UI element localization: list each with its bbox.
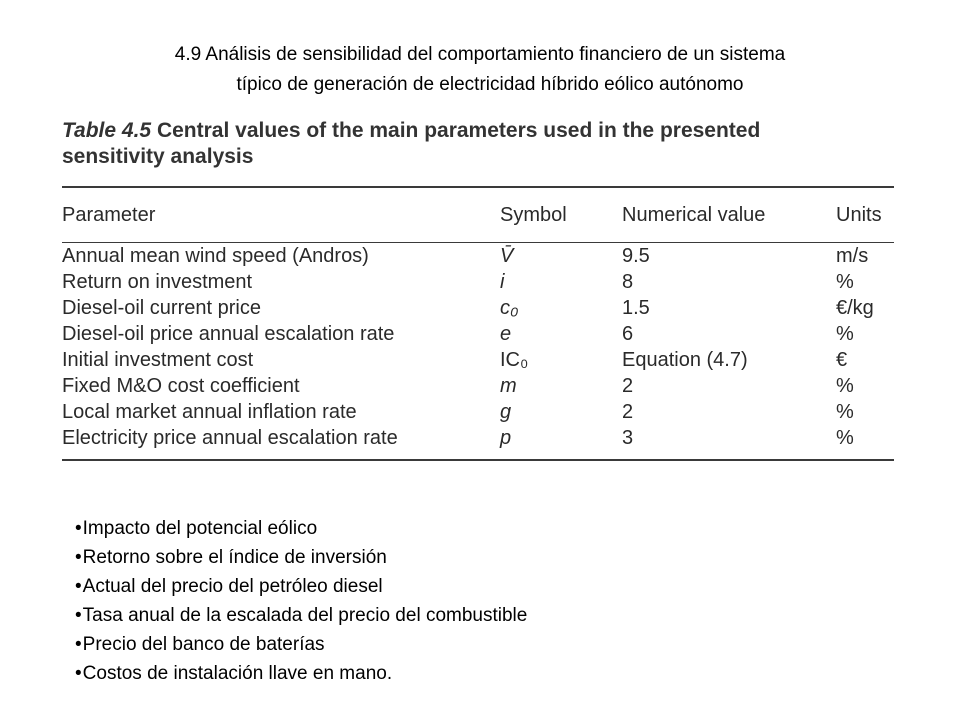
cell-units: €/kg: [836, 297, 874, 319]
bullet-item: • Impacto del potencial eólico: [75, 514, 527, 543]
parameters-table: [62, 188, 894, 451]
table-row: [62, 399, 894, 425]
table-row: [62, 243, 894, 269]
cell-symbol: IC₀: [500, 349, 529, 371]
bullet-item: • Retorno sobre el índice de inversión: [75, 543, 527, 572]
cell-parameter: Local market annual inflation rate: [62, 401, 357, 423]
cell-value: 2: [622, 375, 634, 397]
bullet-item: • Costos de instalación llave en mano.: [75, 659, 527, 688]
cell-parameter: Annual mean wind speed (Andros): [62, 245, 369, 267]
cell-units: %: [836, 427, 854, 449]
bullet-item: • Tasa anual de la escalada del precio del combustible: [75, 601, 527, 630]
cell-parameter: Diesel-oil current price: [62, 297, 261, 319]
table-caption-text-line-1: Central values of the main parameters used in the presented: [156, 119, 761, 142]
cell-parameter: Electricity price annual escalation rate: [62, 427, 398, 449]
cell-symbol: i: [500, 271, 505, 293]
cell-symbol: g: [500, 401, 512, 423]
cell-units: %: [836, 375, 854, 397]
header-units: Units: [836, 203, 882, 226]
table-row: [62, 373, 894, 399]
cell-value: 6: [622, 323, 634, 345]
cell-value: 1.5: [622, 297, 650, 319]
cell-value: 9.5: [622, 245, 650, 267]
cell-parameter: Fixed M&O cost coefficient: [62, 375, 300, 397]
cell-units: %: [836, 271, 854, 293]
cell-parameter: Initial investment cost: [62, 349, 254, 371]
header-symbol: Symbol: [500, 203, 567, 226]
cell-symbol: V̄: [500, 245, 514, 267]
cell-units: €: [836, 349, 848, 371]
cell-units: m/s: [836, 245, 869, 267]
header-parameter: Parameter: [62, 203, 156, 226]
slide-title: [0, 40, 960, 100]
table-caption: [62, 118, 894, 174]
table-row: [62, 425, 894, 451]
table-row: [62, 295, 894, 321]
header-numerical-value: Numerical value: [622, 203, 766, 226]
table-caption-text-line-2: sensitivity analysis: [62, 145, 254, 168]
table-bottom-rule: [62, 459, 894, 461]
table-caption-label: Table 4.5: [62, 119, 152, 142]
table-row: [62, 269, 894, 295]
cell-parameter: Return on investment: [62, 271, 253, 293]
bullet-list: [75, 514, 527, 688]
cell-value: 8: [622, 271, 634, 293]
slide-title-line-1: 4.9 Análisis de sensibilidad del comportamiento financiero de un sistema: [174, 44, 786, 65]
cell-units: %: [836, 323, 854, 345]
table-header-row: [62, 188, 894, 242]
cell-value: 3: [622, 427, 634, 449]
table-figure: [62, 118, 894, 461]
cell-value: 2: [622, 401, 634, 423]
cell-parameter: Diesel-oil price annual escalation rate: [62, 323, 395, 345]
bullet-item: • Actual del precio del petróleo diesel: [75, 572, 527, 601]
cell-symbol: c₀: [500, 297, 519, 319]
slide-title-line-2: típico de generación de electricidad híbrido eólico autónomo: [236, 74, 744, 95]
table-row: [62, 347, 894, 373]
cell-units: %: [836, 401, 854, 423]
cell-symbol: e: [500, 323, 512, 345]
cell-symbol: m: [500, 375, 517, 397]
cell-symbol: p: [500, 427, 512, 449]
table-row: [62, 321, 894, 347]
cell-value: Equation (4.7): [622, 349, 748, 371]
bullet-item: • Precio del banco de baterías: [75, 630, 527, 659]
